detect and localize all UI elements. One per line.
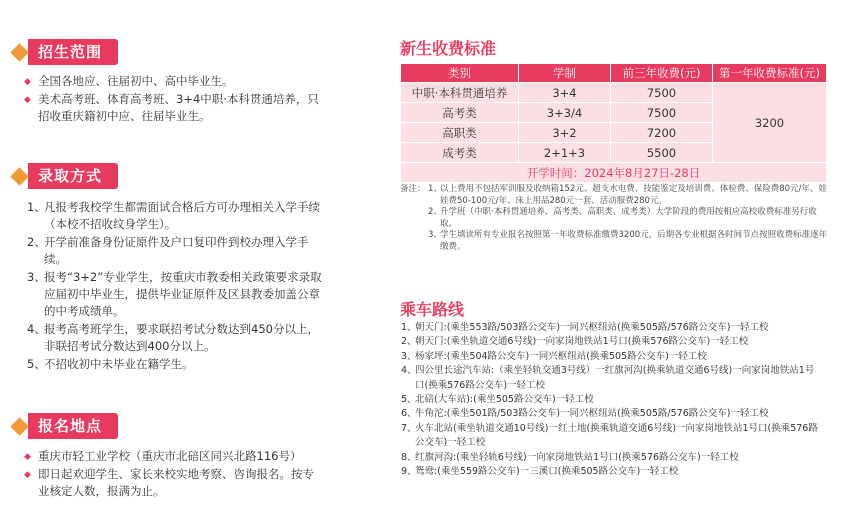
column-header: 类别 — [401, 64, 519, 83]
table-cell: 成考类 — [401, 143, 519, 163]
table-row — [401, 83, 827, 103]
list-item: ◆ 即日起欢迎学生、家长来校实地考察、咨询报名。按专业核定人数，报满为止。 — [24, 467, 314, 498]
list-item: 5、 不招收初中未毕业在籍学生。 — [27, 356, 194, 371]
table-cell: 3+3/4 — [519, 103, 611, 123]
list-item: 1、 朝天门:(乘坐553路/503路公交车)一同兴枢纽站(换乘505路/576路公交车)一轻工校 — [401, 322, 769, 333]
location-title: 报名地点 — [28, 413, 118, 439]
diamond-icon — [10, 417, 28, 435]
list-item: ◆ 美术高考班、体育高考班、3+4中职·本科贯通培养，只招收重庆籍初中应、往届毕业生。 — [24, 92, 319, 123]
bullet-diamond-icon: ◆ — [24, 95, 31, 105]
table-cell: 3+2 — [519, 123, 611, 143]
list-item: 7、 火车北站(乘坐轨道交通10号线)一红土地(换乘轨道交通6号线)一向家岗地铁站1号口(换乘576路公交车)一轻工校 — [401, 422, 818, 449]
enroll-title: 招生范围 — [28, 39, 118, 65]
bus-route-list — [401, 321, 821, 479]
note-row: 3、 学生填读所有专业报名按照第一年收费标准缴费3200元，后期各专业根据各时间节点按照收费标准逐年缴费。 — [428, 230, 828, 252]
start-date: 开学时间：2024年8月27日-28日 — [401, 163, 827, 183]
list-item: 4、 四公里长途汽车站:（乘坐轻轨交通3号线）一红旗河沟(换乘轨道交通6号线)一向家岗地铁站1号口(换乘576路公交车)一轻工校 — [401, 365, 815, 391]
enroll-section-header — [13, 39, 118, 65]
list-item: 2、 开学前准备身份证原件及户口复印件到校办理入学手续。 — [27, 234, 309, 267]
column-header: 前三年收费(元) — [611, 64, 713, 83]
fees-title: 新生收费标准 — [400, 39, 497, 58]
table-cell: 7500 — [611, 103, 713, 123]
diamond-icon — [10, 43, 28, 61]
table-cell: 中职·本科贯通培养 — [401, 83, 519, 103]
notes-label: 备注： — [400, 184, 426, 194]
list-item: 2、 朝天门:(乘坐轨道交通6号线)一向家岗地铁站1号口(换乘576路公交车)一轻工校 — [401, 336, 749, 348]
bullet-diamond-icon: ◆ — [24, 77, 31, 87]
table-cell: 7500 — [611, 83, 713, 103]
admission-section-header — [13, 163, 118, 189]
column-header: 第一年收费标准(元) — [713, 64, 827, 83]
note-row: 备注： 1、 以上费用不包括军训服及收纳箱152元、超支水电费、技能鉴定及培训费、体检费、保险费80元/年、娃娃费50-100元/年、床上用品280元一套、活动服费280元。 — [400, 184, 827, 206]
fee-table — [400, 63, 827, 183]
table-cell: 高职类 — [401, 123, 519, 143]
list-item: ◆ 重庆市轻工业学校（重庆市北碚区同兴北路116号） — [24, 448, 324, 466]
list-item: 5、 北碚(大车站):(乘坐505路公交车)一轻工校 — [401, 394, 594, 406]
table-row — [401, 163, 827, 183]
table-cell: 高考类 — [401, 103, 519, 123]
list-item: 8、 红旗河沟:(乘坐轻轨6号线)一向家岗地铁站1号口(换乘576路公交车)一轻工校 — [401, 451, 739, 463]
table-cell: 5500 — [611, 143, 713, 163]
list-item: ◆ 全国各地应、往届初中、高中毕业生。 — [24, 73, 324, 91]
location-section-header — [13, 413, 118, 439]
list-item: 9、 鸳鸯:(乘坐559路公交车)一三溪口(换乘505路公交车)一轻工校 — [401, 466, 679, 478]
fee-notes — [400, 184, 830, 254]
first-year-fee-cell: 3200 — [713, 83, 827, 163]
list-item: 6、 牛角沱:(乘坐501路/503路公交车)一同兴枢纽站(换乘505路/576路公交车)一轻工校 — [401, 408, 769, 420]
table-cell: 2+1+3 — [519, 143, 611, 163]
diamond-icon — [10, 167, 28, 185]
bullet-diamond-icon: ◆ — [24, 452, 31, 462]
column-header: 学制 — [519, 64, 611, 83]
note-row: 2、 升学班（中职·本科贯通培养、高考类、高职类、成考类）大学阶段的费用按相应高校收费标准另行收取。 — [428, 207, 817, 229]
list-item: 3、 杨家坪:(乘坐504路公交车)一同兴枢纽站(换乘505路公交车)一轻工校 — [401, 350, 707, 362]
enroll-list — [24, 73, 324, 125]
list-item: 1、 凡报考我校学生都需面试合格后方可办理相关入学手续（本校不招收纹身学生）。 — [27, 200, 320, 232]
location-list — [24, 448, 324, 500]
table-cell: 3+4 — [519, 83, 611, 103]
admission-list — [27, 199, 322, 373]
list-item: 4、 报考高考班学生，要求联招考试分数达到450分以上，非联招考试分数达到400分以上。 — [27, 321, 319, 354]
bus-title: 乘车路线 — [400, 300, 465, 319]
table-cell: 7200 — [611, 123, 713, 143]
table-header-row — [401, 64, 827, 83]
list-item: 3、 报考“3+2”专业学生，按重庆市教委相关政策要求录取应届初中毕业生，提供毕业证原件及区县教委加盖公章的中考成绩单。 — [27, 269, 322, 319]
bullet-diamond-icon: ◆ — [24, 470, 31, 480]
admission-title: 录取方式 — [28, 163, 118, 189]
